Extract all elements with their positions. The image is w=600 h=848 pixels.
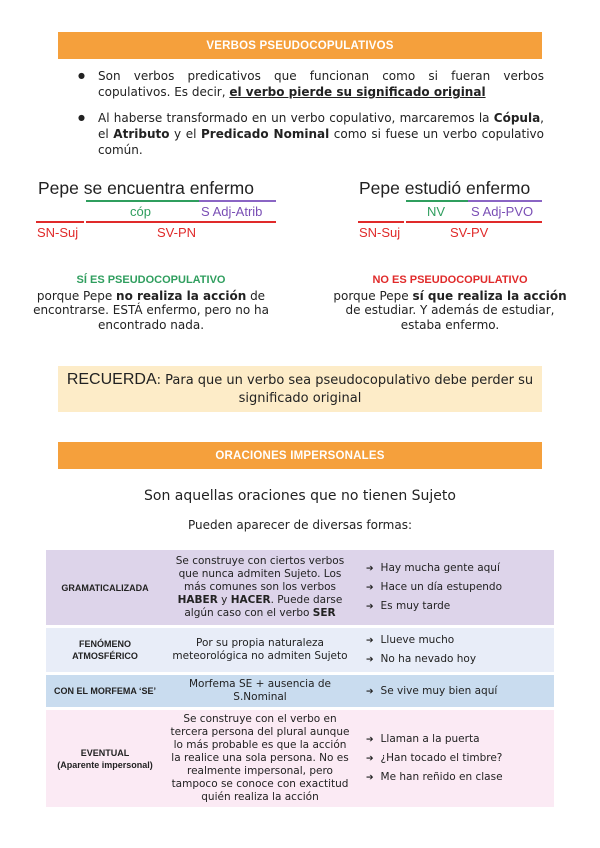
example-item: ➔ ¿Han tocado el timbre? <box>366 749 550 768</box>
predicate-label: SV-PN <box>157 225 197 240</box>
impersonal-types-table <box>46 547 554 810</box>
reminder-box <box>58 366 542 412</box>
row-examples <box>356 710 554 807</box>
row-description: Se construye con ciertos verbos que nunca admiten Sujeto. Los más comunes son los verbos HABER y HACER. Puede darse algún caso con el verbo SER <box>164 550 356 625</box>
example-item: ➔ Es muy tarde <box>366 597 550 616</box>
reminder-label: RECUERDA <box>66 371 157 388</box>
example-item: ➔ Hace un día estupendo <box>366 578 550 597</box>
verdict-no <box>330 273 570 332</box>
predicate-line <box>406 221 542 223</box>
example-item: ➔ Llaman a la puerta <box>366 730 550 749</box>
row-category: GRAMATICALIZADA <box>46 550 164 625</box>
row-examples <box>356 675 554 707</box>
verdict-title: SÍ ES PSEUDOCOPULATIVO <box>76 274 226 286</box>
diagram-sentence: Pepe se encuentra enfermo <box>38 178 254 198</box>
subject-label: SN-Suj <box>37 225 79 240</box>
row-examples <box>356 628 554 672</box>
verdict-yes <box>32 273 270 332</box>
example-item: ➔ Hay mucha gente aquí <box>366 559 550 578</box>
predicate-line <box>86 221 276 223</box>
attribute-label: S Adj-PVO <box>471 204 534 219</box>
section-subintro: Pueden aparecer de diversas formas: <box>187 518 413 532</box>
subject-label: SN-Suj <box>359 225 401 240</box>
example-item: ➔ Me han reñido en clase <box>366 768 550 787</box>
example-item: ➔ Se vive muy bien aquí <box>366 682 550 701</box>
table-row <box>46 628 554 672</box>
row-category: CON EL MORFEMA ‘SE’ <box>46 675 164 707</box>
verb-underline <box>406 200 468 202</box>
example-item: ➔ Llueve mucho <box>366 631 550 650</box>
verdict-explanation: porque Pepe sí que realiza la acción de estudiar. Y además de estudiar, estaba enfermo. <box>333 288 567 332</box>
verdict-explanation: porque Pepe no realiza la acción de encontrarse. ESTÁ enfermo, pero no ha encontrado nada. <box>33 288 269 332</box>
section-title-impersonales: ORACIONES IMPERSONALES <box>58 442 542 469</box>
subject-line <box>36 221 84 223</box>
underlined-phrase: el verbo pierde su significado original <box>229 85 486 99</box>
subject-line <box>358 221 404 223</box>
table-row <box>46 550 554 625</box>
row-description: Por su propia naturaleza meteorológica no admiten Sujeto <box>164 628 356 672</box>
verb-label: NV <box>427 204 446 219</box>
diagram-sentence: Pepe estudió enfermo <box>359 178 531 198</box>
row-category: FENÓMENO ATMOSFÉRICO <box>46 628 164 672</box>
row-examples <box>356 550 554 625</box>
verb-underline <box>86 200 199 202</box>
table-row <box>46 710 554 807</box>
example-item: ➔ No ha nevado hoy <box>366 650 550 669</box>
attribute-underline <box>468 200 542 202</box>
verdict-title: NO ES PSEUDOCOPULATIVO <box>372 274 528 286</box>
row-category: EVENTUAL (Aparente impersonal) <box>46 710 164 807</box>
section-title-pseudocopulativos: VERBOS PSEUDOCOPULATIVOS <box>58 32 542 59</box>
attribute-label: S Adj-Atrib <box>201 204 263 219</box>
row-description: Se construye con el verbo en tercera persona del plural aunque lo más probable es que la acción la realice una sola persona. No es realmente impersonal, pero tampoco se conoce con exactitud quién realiza la acción <box>164 710 356 807</box>
attribute-underline <box>199 200 276 202</box>
bullet-list <box>78 68 544 168</box>
bullet-definition: ● Son verbos predicativos que funcionan como si fueran verbos copulativos. Es decir, el verbo pierde su significado original <box>78 68 544 100</box>
table-row <box>46 675 554 707</box>
row-description: Morfema SE + ausencia de S.Nominal <box>164 675 356 707</box>
section-intro: Son aquellas oraciones que no tienen Sujeto <box>144 488 456 504</box>
verb-label: cóp <box>130 204 151 219</box>
reminder-text: : Para que un verbo sea pseudocopulativo debe perder su significado original <box>156 373 534 406</box>
predicate-label: SV-PV <box>450 225 489 240</box>
bullet-marking: ● Al haberse transformado en un verbo copulativo, marcaremos la Cópula, el Atributo y el Predicado Nominal como si fuese un verbo copulativo común. <box>78 110 544 158</box>
